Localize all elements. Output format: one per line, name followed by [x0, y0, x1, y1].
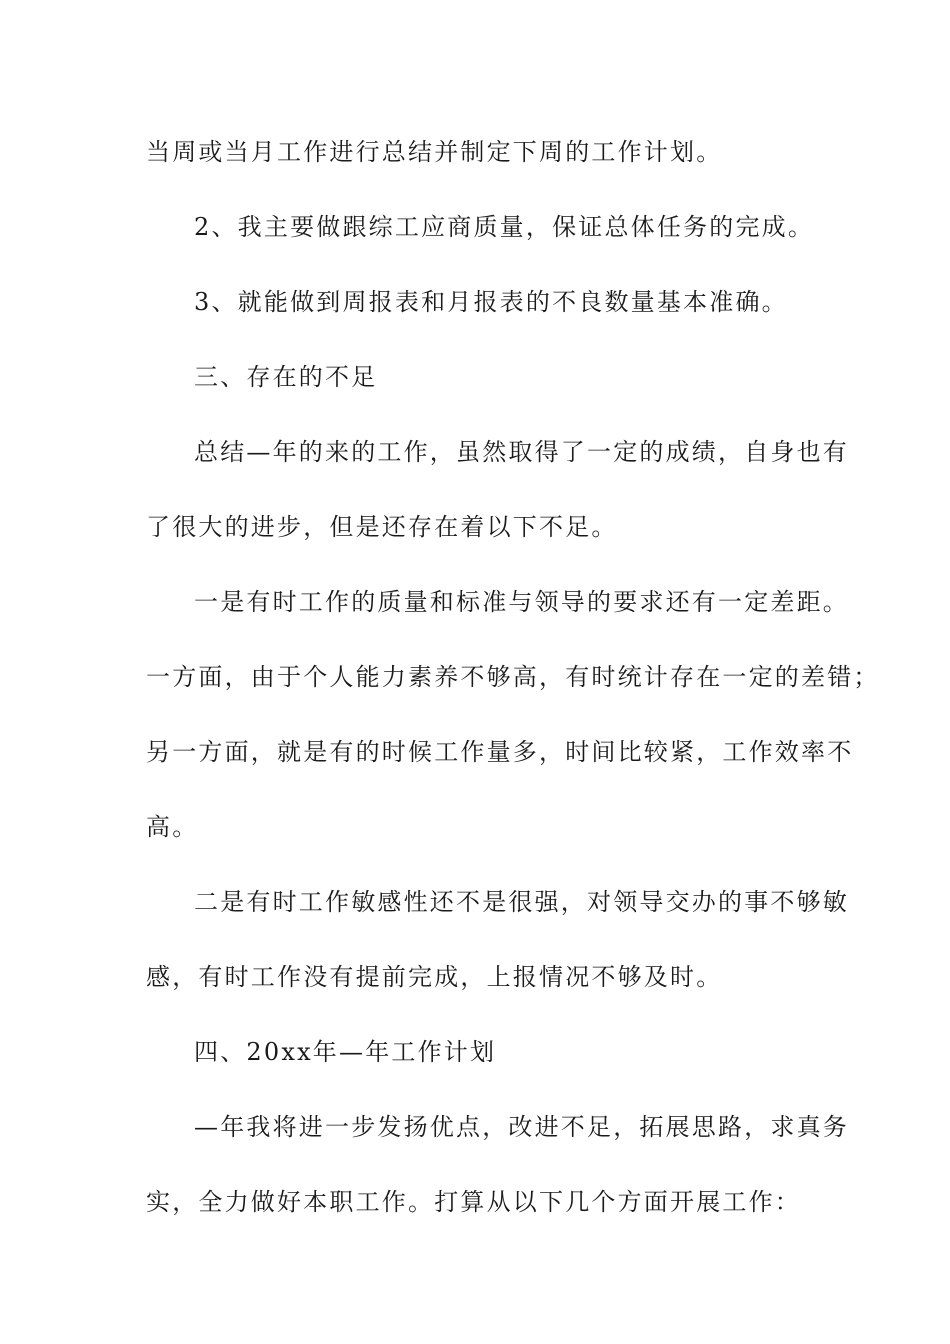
- paragraph-line: 二是有时工作敏感性还不是很强，对领导交办的事不够敏: [194, 888, 849, 916]
- paragraph-line: 感，有时工作没有提前完成，上报情况不够及时。: [146, 963, 723, 991]
- paragraph-line: 当周或当月工作进行总结并制定下周的工作计划。: [146, 138, 723, 166]
- section-heading-4: 四、20xx年—年工作计划: [194, 1038, 497, 1066]
- paragraph-line: 总结—年的来的工作，虽然取得了一定的成绩，自身也有: [194, 438, 849, 466]
- paragraph-line: 了很大的进步，但是还存在着以下不足。: [146, 513, 618, 541]
- list-item-2: 2、我主要做跟综工应商质量，保证总体任务的完成。: [194, 213, 815, 241]
- paragraph-line: 一是有时工作的质量和标准与领导的要求还有一定差距。: [194, 588, 849, 616]
- paragraph-line: 实，全力做好本职工作。打算从以下几个方面开展工作：: [146, 1188, 801, 1216]
- section-heading-3: 三、存在的不足: [194, 363, 378, 391]
- paragraph-line: 一方面，由于个人能力素养不够高，有时统计存在一定的差错；: [146, 663, 880, 691]
- paragraph-line: —年我将进一步发扬优点，改进不足，拓展思路，求真务: [194, 1113, 849, 1141]
- paragraph-line: 高。: [146, 813, 199, 841]
- paragraph-line: 另一方面，就是有的时候工作量多，时间比较紧，工作效率不: [146, 738, 854, 766]
- list-item-3: 3、就能做到周报表和月报表的不良数量基本准确。: [194, 288, 788, 316]
